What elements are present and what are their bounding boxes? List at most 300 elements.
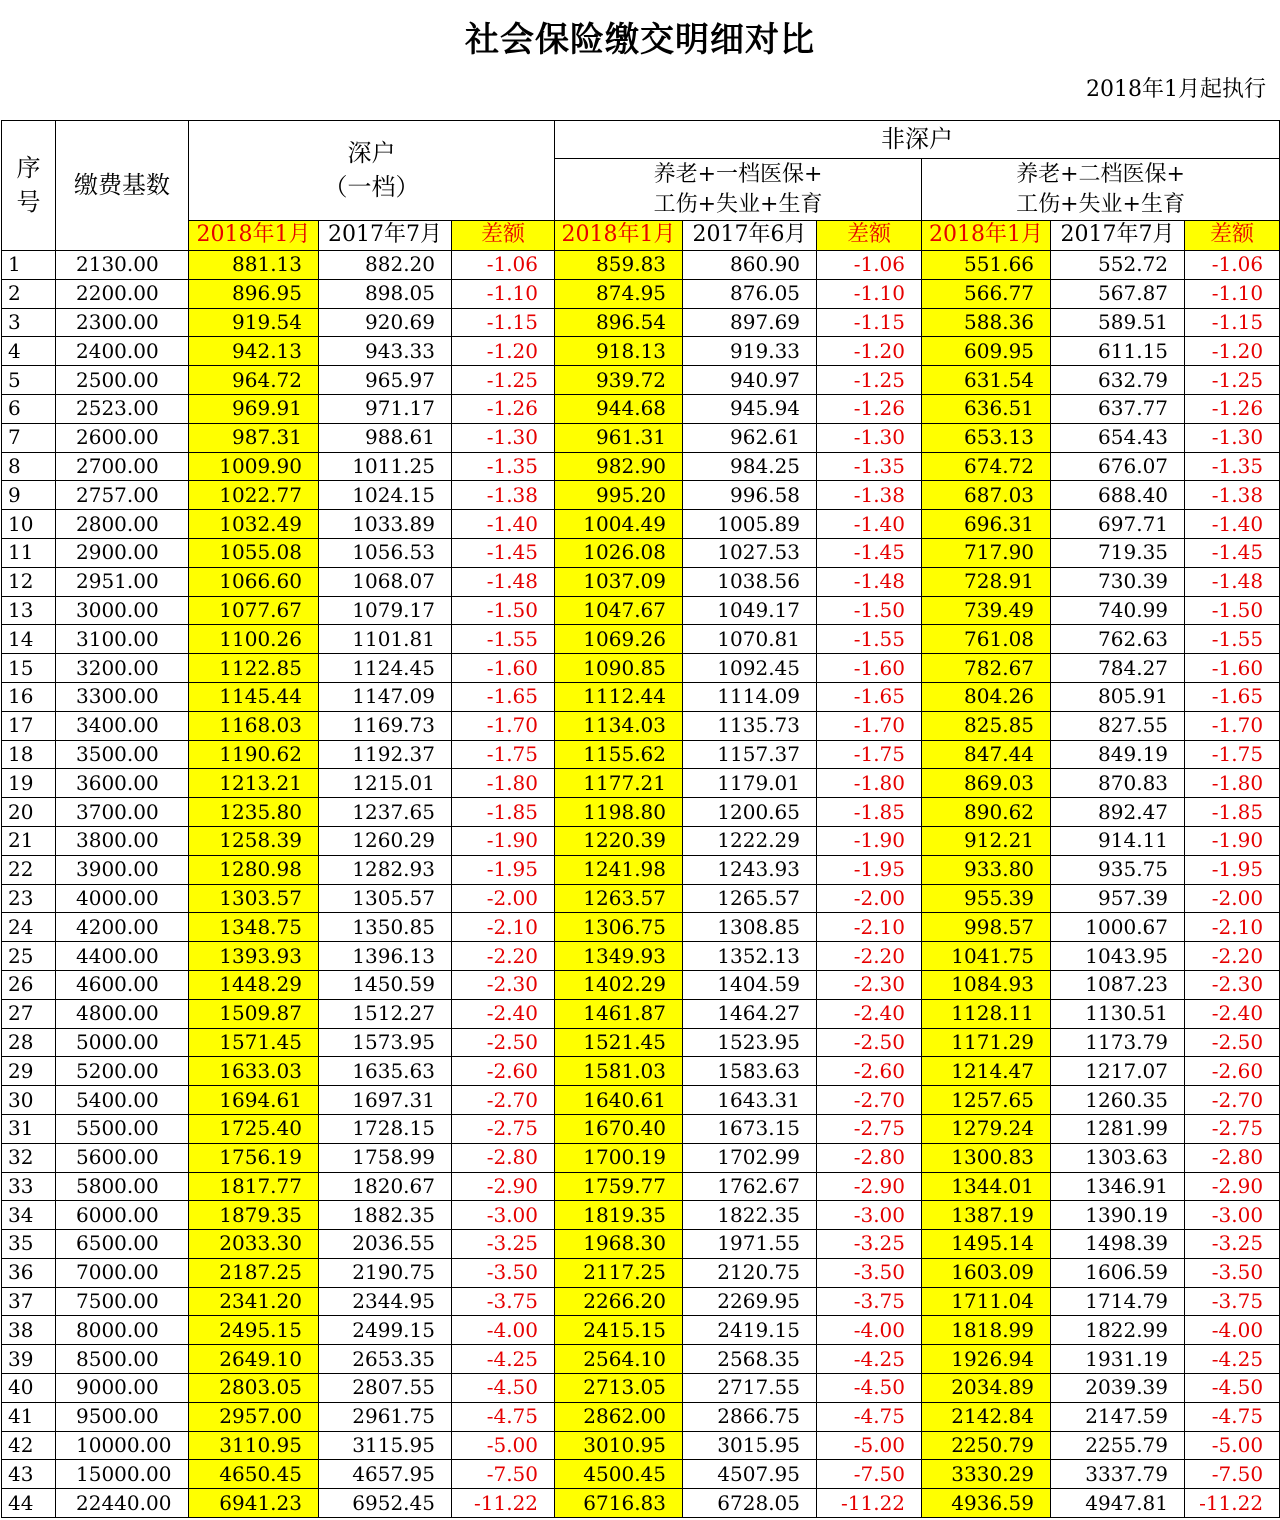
cell-base: 6500.00 (56, 1230, 189, 1259)
cell-ns1-diff: -2.10 (817, 913, 922, 942)
cell-seq: 39 (2, 1345, 56, 1374)
cell-ns1-2018-jan: 1968.30 (555, 1230, 683, 1259)
cell-ns2-2018-jan: 1818.99 (922, 1316, 1051, 1345)
cell-sz-diff: -2.90 (452, 1172, 555, 1201)
cell-seq: 25 (2, 942, 56, 971)
sub-header-diff: 差额 (452, 221, 555, 251)
cell-ns1-2017-jun: 897.69 (683, 308, 817, 337)
cell-seq: 7 (2, 423, 56, 452)
cell-sz-2018-jan: 1348.75 (189, 913, 319, 942)
cell-ns2-diff: -2.10 (1185, 913, 1280, 942)
cell-ns2-diff: -1.65 (1185, 682, 1280, 711)
cell-sz-2017-jul: 1573.95 (319, 1028, 452, 1057)
cell-sz-diff: -2.10 (452, 913, 555, 942)
cell-sz-2018-jan: 1817.77 (189, 1172, 319, 1201)
cell-seq: 13 (2, 596, 56, 625)
cell-sz-2018-jan: 1145.44 (189, 682, 319, 711)
cell-ns2-2018-jan: 847.44 (922, 740, 1051, 769)
cell-ns2-2018-jan: 1084.93 (922, 970, 1051, 999)
cell-ns1-2017-jun: 876.05 (683, 279, 817, 308)
cell-sz-2017-jul: 1635.63 (319, 1057, 452, 1086)
cell-seq: 21 (2, 826, 56, 855)
cell-ns2-2017-jul: 1130.51 (1051, 999, 1185, 1028)
sub-header-2017-jul: 2017年7月 (1051, 221, 1185, 251)
cell-ns2-diff: -1.50 (1185, 596, 1280, 625)
cell-sz-diff: -4.50 (452, 1374, 555, 1403)
cell-ns2-diff: -7.50 (1185, 1460, 1280, 1489)
cell-ns1-2017-jun: 1352.13 (683, 942, 817, 971)
cell-sz-2018-jan: 1022.77 (189, 481, 319, 510)
cell-ns1-diff: -4.75 (817, 1402, 922, 1431)
cell-sz-diff: -1.45 (452, 538, 555, 567)
cell-sz-2017-jul: 1512.27 (319, 999, 452, 1028)
cell-sz-2018-jan: 1509.87 (189, 999, 319, 1028)
cell-ns2-diff: -1.48 (1185, 567, 1280, 596)
cell-ns1-2018-jan: 1759.77 (555, 1172, 683, 1201)
cell-base: 5200.00 (56, 1057, 189, 1086)
table-row (2, 682, 1280, 711)
cell-ns1-2017-jun: 1005.89 (683, 510, 817, 539)
cell-sz-diff: -7.50 (452, 1460, 555, 1489)
cell-base: 4200.00 (56, 913, 189, 942)
cell-ns1-2018-jan: 1640.61 (555, 1086, 683, 1115)
table-row (2, 1086, 1280, 1115)
table-row (2, 913, 1280, 942)
table-row (2, 999, 1280, 1028)
cell-base: 10000.00 (56, 1431, 189, 1460)
cell-base: 3600.00 (56, 769, 189, 798)
table-row (2, 251, 1280, 280)
cell-ns2-2018-jan: 1128.11 (922, 999, 1051, 1028)
cell-sz-2017-jul: 1237.65 (319, 798, 452, 827)
cell-seq: 18 (2, 740, 56, 769)
cell-ns2-2017-jul: 589.51 (1051, 308, 1185, 337)
cell-ns1-diff: -1.90 (817, 826, 922, 855)
table-row (2, 740, 1280, 769)
cell-base: 3900.00 (56, 855, 189, 884)
cell-ns2-diff: -1.06 (1185, 251, 1280, 280)
cell-ns1-2018-jan: 859.83 (555, 251, 683, 280)
header-seq: 序 号 (2, 121, 56, 251)
cell-ns1-diff: -1.95 (817, 855, 922, 884)
cell-ns2-2018-jan: 609.95 (922, 337, 1051, 366)
cell-sz-2017-jul: 1820.67 (319, 1172, 452, 1201)
cell-sz-2018-jan: 964.72 (189, 366, 319, 395)
cell-ns1-2018-jan: 3010.95 (555, 1431, 683, 1460)
cell-sz-diff: -1.30 (452, 423, 555, 452)
cell-sz-2018-jan: 1756.19 (189, 1143, 319, 1172)
table-row (2, 1172, 1280, 1201)
cell-ns1-diff: -1.38 (817, 481, 922, 510)
cell-sz-2017-jul: 1450.59 (319, 970, 452, 999)
cell-ns1-2017-jun: 2717.55 (683, 1374, 817, 1403)
cell-seq: 42 (2, 1431, 56, 1460)
table-row (2, 1402, 1280, 1431)
cell-sz-2018-jan: 1303.57 (189, 884, 319, 913)
cell-ns1-2018-jan: 982.90 (555, 452, 683, 481)
cell-ns2-2017-jul: 892.47 (1051, 798, 1185, 827)
cell-ns1-diff: -1.60 (817, 654, 922, 683)
table-body (2, 251, 1280, 1518)
cell-ns1-2017-jun: 1583.63 (683, 1057, 817, 1086)
cell-ns1-2017-jun: 2866.75 (683, 1402, 817, 1431)
cell-ns1-diff: -2.60 (817, 1057, 922, 1086)
cell-ns2-2018-jan: 2142.84 (922, 1402, 1051, 1431)
table-row (2, 625, 1280, 654)
cell-sz-2017-jul: 2499.15 (319, 1316, 452, 1345)
cell-ns2-2017-jul: 1000.67 (1051, 913, 1185, 942)
cell-sz-2018-jan: 896.95 (189, 279, 319, 308)
cell-base: 4000.00 (56, 884, 189, 913)
cell-sz-2017-jul: 1282.93 (319, 855, 452, 884)
cell-seq: 43 (2, 1460, 56, 1489)
table-row (2, 1028, 1280, 1057)
cell-sz-2018-jan: 2033.30 (189, 1230, 319, 1259)
cell-ns1-2017-jun: 1243.93 (683, 855, 817, 884)
table-row (2, 423, 1280, 452)
cell-base: 15000.00 (56, 1460, 189, 1489)
cell-ns2-diff: -1.40 (1185, 510, 1280, 539)
cell-seq: 8 (2, 452, 56, 481)
header-non-resident: 非深户 (555, 121, 1280, 159)
cell-seq: 6 (2, 394, 56, 423)
cell-ns1-2018-jan: 1241.98 (555, 855, 683, 884)
cell-ns1-diff: -3.50 (817, 1258, 922, 1287)
cell-ns2-2017-jul: 870.83 (1051, 769, 1185, 798)
table-row (2, 1316, 1280, 1345)
cell-sz-diff: -1.25 (452, 366, 555, 395)
cell-ns1-2018-jan: 874.95 (555, 279, 683, 308)
cell-base: 9500.00 (56, 1402, 189, 1431)
cell-ns2-diff: -1.85 (1185, 798, 1280, 827)
cell-sz-2018-jan: 1258.39 (189, 826, 319, 855)
cell-ns2-diff: -1.70 (1185, 711, 1280, 740)
cell-sz-2018-jan: 1633.03 (189, 1057, 319, 1086)
cell-ns2-2018-jan: 2250.79 (922, 1431, 1051, 1460)
cell-ns2-diff: -1.90 (1185, 826, 1280, 855)
cell-ns1-2018-jan: 6716.83 (555, 1489, 683, 1518)
cell-ns2-diff: -2.20 (1185, 942, 1280, 971)
cell-ns2-2017-jul: 1931.19 (1051, 1345, 1185, 1374)
cell-base: 4600.00 (56, 970, 189, 999)
cell-base: 2200.00 (56, 279, 189, 308)
cell-sz-2018-jan: 1168.03 (189, 711, 319, 740)
cell-sz-2017-jul: 920.69 (319, 308, 452, 337)
cell-ns1-2017-jun: 1265.57 (683, 884, 817, 913)
cell-ns2-2017-jul: 719.35 (1051, 538, 1185, 567)
cell-ns1-2018-jan: 1670.40 (555, 1114, 683, 1143)
effective-date: 2018年1月起执行 (1086, 77, 1266, 102)
cell-base: 6000.00 (56, 1201, 189, 1230)
cell-ns1-2017-jun: 996.58 (683, 481, 817, 510)
cell-ns2-2017-jul: 1217.07 (1051, 1057, 1185, 1086)
sub-header-2018-jan: 2018年1月 (922, 221, 1051, 251)
table-row (2, 711, 1280, 740)
cell-ns2-2017-jul: 762.63 (1051, 625, 1185, 654)
cell-sz-2017-jul: 3115.95 (319, 1431, 452, 1460)
cell-ns1-2017-jun: 1523.95 (683, 1028, 817, 1057)
cell-ns2-2018-jan: 1926.94 (922, 1345, 1051, 1374)
cell-ns2-2018-jan: 1300.83 (922, 1143, 1051, 1172)
cell-ns2-diff: -4.25 (1185, 1345, 1280, 1374)
cell-ns1-diff: -1.10 (817, 279, 922, 308)
cell-sz-diff: -2.60 (452, 1057, 555, 1086)
cell-ns2-diff: -1.20 (1185, 337, 1280, 366)
table-row (2, 596, 1280, 625)
cell-ns1-diff: -4.50 (817, 1374, 922, 1403)
table-row (2, 1143, 1280, 1172)
cell-ns2-2017-jul: 1043.95 (1051, 942, 1185, 971)
cell-ns1-2018-jan: 2266.20 (555, 1287, 683, 1316)
cell-ns1-2017-jun: 2568.35 (683, 1345, 817, 1374)
cell-ns2-2018-jan: 869.03 (922, 769, 1051, 798)
cell-sz-2018-jan: 1280.98 (189, 855, 319, 884)
cell-ns1-2018-jan: 1177.21 (555, 769, 683, 798)
cell-seq: 11 (2, 538, 56, 567)
cell-ns1-2018-jan: 1026.08 (555, 538, 683, 567)
cell-ns1-diff: -2.20 (817, 942, 922, 971)
cell-ns1-2018-jan: 2415.15 (555, 1316, 683, 1345)
cell-seq: 10 (2, 510, 56, 539)
cell-ns2-diff: -1.60 (1185, 654, 1280, 683)
header-shenzhen-resident: 深户 （一档） (189, 121, 555, 221)
cell-ns1-diff: -4.00 (817, 1316, 922, 1345)
table-row (2, 1489, 1280, 1518)
cell-ns2-diff: -3.25 (1185, 1230, 1280, 1259)
cell-ns1-2018-jan: 1112.44 (555, 682, 683, 711)
cell-sz-2017-jul: 1056.53 (319, 538, 452, 567)
cell-ns1-diff: -5.00 (817, 1431, 922, 1460)
header-non-resident-tier1: 养老+一档医保+ 工伤+失业+生育 (555, 159, 922, 221)
cell-seq: 12 (2, 567, 56, 596)
cell-ns2-2017-jul: 1822.99 (1051, 1316, 1185, 1345)
cell-sz-2017-jul: 1101.81 (319, 625, 452, 654)
cell-base: 2400.00 (56, 337, 189, 366)
cell-ns1-2018-jan: 1220.39 (555, 826, 683, 855)
cell-ns1-2017-jun: 1049.17 (683, 596, 817, 625)
cell-base: 3200.00 (56, 654, 189, 683)
cell-seq: 28 (2, 1028, 56, 1057)
cell-sz-2017-jul: 2807.55 (319, 1374, 452, 1403)
cell-sz-diff: -11.22 (452, 1489, 555, 1518)
cell-seq: 31 (2, 1114, 56, 1143)
cell-sz-2017-jul: 2036.55 (319, 1230, 452, 1259)
table-row (2, 1258, 1280, 1287)
cell-sz-diff: -1.48 (452, 567, 555, 596)
cell-base: 5400.00 (56, 1086, 189, 1115)
cell-sz-2017-jul: 1147.09 (319, 682, 452, 711)
cell-sz-diff: -1.80 (452, 769, 555, 798)
cell-ns1-diff: -2.70 (817, 1086, 922, 1115)
cell-ns1-diff: -3.00 (817, 1201, 922, 1230)
cell-base: 2300.00 (56, 308, 189, 337)
cell-ns2-diff: -4.75 (1185, 1402, 1280, 1431)
cell-ns2-diff: -1.25 (1185, 366, 1280, 395)
cell-ns1-2018-jan: 918.13 (555, 337, 683, 366)
cell-ns2-2018-jan: 636.51 (922, 394, 1051, 423)
cell-ns1-2018-jan: 1198.80 (555, 798, 683, 827)
cell-ns2-diff: -1.38 (1185, 481, 1280, 510)
cell-ns1-2018-jan: 2713.05 (555, 1374, 683, 1403)
cell-base: 8500.00 (56, 1345, 189, 1374)
cell-ns1-2017-jun: 919.33 (683, 337, 817, 366)
cell-base: 3700.00 (56, 798, 189, 827)
cell-sz-diff: -3.25 (452, 1230, 555, 1259)
cell-sz-2018-jan: 969.91 (189, 394, 319, 423)
cell-ns2-2017-jul: 730.39 (1051, 567, 1185, 596)
cell-ns1-2017-jun: 1464.27 (683, 999, 817, 1028)
cell-ns1-2018-jan: 961.31 (555, 423, 683, 452)
table-row (2, 884, 1280, 913)
cell-sz-diff: -1.55 (452, 625, 555, 654)
cell-ns2-2017-jul: 914.11 (1051, 826, 1185, 855)
cell-ns2-2017-jul: 567.87 (1051, 279, 1185, 308)
cell-sz-2017-jul: 1011.25 (319, 452, 452, 481)
cell-ns2-diff: -1.10 (1185, 279, 1280, 308)
cell-ns1-2017-jun: 945.94 (683, 394, 817, 423)
cell-base: 2900.00 (56, 538, 189, 567)
table-row (2, 308, 1280, 337)
cell-ns1-diff: -1.30 (817, 423, 922, 452)
cell-ns2-2018-jan: 933.80 (922, 855, 1051, 884)
cell-ns2-2017-jul: 740.99 (1051, 596, 1185, 625)
cell-ns1-2018-jan: 1090.85 (555, 654, 683, 683)
cell-ns1-2017-jun: 962.61 (683, 423, 817, 452)
cell-ns2-2018-jan: 1387.19 (922, 1201, 1051, 1230)
cell-seq: 22 (2, 855, 56, 884)
cell-ns1-diff: -1.25 (817, 366, 922, 395)
cell-seq: 44 (2, 1489, 56, 1518)
cell-seq: 16 (2, 682, 56, 711)
cell-ns1-2018-jan: 1134.03 (555, 711, 683, 740)
sub-header-diff: 差额 (1185, 221, 1280, 251)
cell-sz-2018-jan: 1725.40 (189, 1114, 319, 1143)
cell-sz-2017-jul: 1728.15 (319, 1114, 452, 1143)
cell-ns2-diff: -2.70 (1185, 1086, 1280, 1115)
cell-ns1-2017-jun: 1092.45 (683, 654, 817, 683)
cell-seq: 26 (2, 970, 56, 999)
cell-ns2-2017-jul: 4947.81 (1051, 1489, 1185, 1518)
cell-seq: 15 (2, 654, 56, 683)
cell-base: 9000.00 (56, 1374, 189, 1403)
cell-sz-2018-jan: 1879.35 (189, 1201, 319, 1230)
table-row (2, 1460, 1280, 1489)
cell-ns2-2017-jul: 688.40 (1051, 481, 1185, 510)
cell-sz-2018-jan: 1213.21 (189, 769, 319, 798)
cell-sz-diff: -1.60 (452, 654, 555, 683)
cell-ns2-diff: -5.00 (1185, 1431, 1280, 1460)
cell-sz-2017-jul: 1192.37 (319, 740, 452, 769)
contribution-table (1, 120, 1280, 1518)
cell-sz-2017-jul: 898.05 (319, 279, 452, 308)
cell-ns1-2017-jun: 1971.55 (683, 1230, 817, 1259)
cell-sz-2018-jan: 942.13 (189, 337, 319, 366)
cell-ns2-2018-jan: 696.31 (922, 510, 1051, 539)
cell-sz-2018-jan: 1571.45 (189, 1028, 319, 1057)
cell-sz-diff: -1.70 (452, 711, 555, 740)
cell-sz-2018-jan: 1066.60 (189, 567, 319, 596)
cell-ns1-diff: -1.85 (817, 798, 922, 827)
table-row (2, 654, 1280, 683)
cell-ns2-2018-jan: 653.13 (922, 423, 1051, 452)
cell-sz-diff: -1.38 (452, 481, 555, 510)
cell-ns1-diff: -3.75 (817, 1287, 922, 1316)
cell-ns2-2017-jul: 1173.79 (1051, 1028, 1185, 1057)
cell-sz-2018-jan: 2495.15 (189, 1316, 319, 1345)
cell-ns2-diff: -4.00 (1185, 1316, 1280, 1345)
cell-sz-diff: -2.40 (452, 999, 555, 1028)
cell-sz-diff: -1.10 (452, 279, 555, 308)
cell-base: 7500.00 (56, 1287, 189, 1316)
cell-ns2-2018-jan: 588.36 (922, 308, 1051, 337)
cell-sz-2017-jul: 2653.35 (319, 1345, 452, 1374)
cell-sz-2018-jan: 6941.23 (189, 1489, 319, 1518)
cell-seq: 34 (2, 1201, 56, 1230)
cell-sz-2018-jan: 2803.05 (189, 1374, 319, 1403)
cell-sz-diff: -1.06 (452, 251, 555, 280)
cell-sz-diff: -4.25 (452, 1345, 555, 1374)
cell-sz-2018-jan: 1694.61 (189, 1086, 319, 1115)
cell-sz-2017-jul: 1396.13 (319, 942, 452, 971)
cell-base: 8000.00 (56, 1316, 189, 1345)
cell-ns2-diff: -2.90 (1185, 1172, 1280, 1201)
cell-ns1-2017-jun: 1222.29 (683, 826, 817, 855)
cell-ns2-2018-jan: 955.39 (922, 884, 1051, 913)
cell-base: 22440.00 (56, 1489, 189, 1518)
cell-ns2-2017-jul: 1714.79 (1051, 1287, 1185, 1316)
cell-sz-2017-jul: 1758.99 (319, 1143, 452, 1172)
table-row (2, 798, 1280, 827)
cell-base: 5600.00 (56, 1143, 189, 1172)
cell-ns2-2017-jul: 637.77 (1051, 394, 1185, 423)
cell-ns1-2017-jun: 1157.37 (683, 740, 817, 769)
cell-sz-2018-jan: 1235.80 (189, 798, 319, 827)
sub-header-2017-jul: 2017年7月 (319, 221, 452, 251)
cell-ns1-diff: -4.25 (817, 1345, 922, 1374)
table-row (2, 1114, 1280, 1143)
cell-ns1-2018-jan: 1004.49 (555, 510, 683, 539)
cell-ns1-2018-jan: 1581.03 (555, 1057, 683, 1086)
cell-sz-2018-jan: 2649.10 (189, 1345, 319, 1374)
table-row (2, 1230, 1280, 1259)
cell-ns1-diff: -1.20 (817, 337, 922, 366)
cell-ns2-diff: -2.80 (1185, 1143, 1280, 1172)
cell-sz-diff: -1.26 (452, 394, 555, 423)
cell-seq: 41 (2, 1402, 56, 1431)
cell-ns2-diff: -1.75 (1185, 740, 1280, 769)
cell-ns2-2017-jul: 1281.99 (1051, 1114, 1185, 1143)
cell-sz-2017-jul: 4657.95 (319, 1460, 452, 1489)
cell-sz-2018-jan: 2957.00 (189, 1402, 319, 1431)
cell-ns2-diff: -11.22 (1185, 1489, 1280, 1518)
cell-ns1-2017-jun: 2419.15 (683, 1316, 817, 1345)
cell-ns1-2017-jun: 940.97 (683, 366, 817, 395)
cell-ns2-2018-jan: 912.21 (922, 826, 1051, 855)
cell-ns1-2018-jan: 944.68 (555, 394, 683, 423)
cell-sz-2017-jul: 6952.45 (319, 1489, 452, 1518)
table-row (2, 1374, 1280, 1403)
cell-base: 2700.00 (56, 452, 189, 481)
cell-sz-2018-jan: 1032.49 (189, 510, 319, 539)
cell-sz-2018-jan: 1448.29 (189, 970, 319, 999)
table-row (2, 481, 1280, 510)
table-row (2, 452, 1280, 481)
cell-seq: 23 (2, 884, 56, 913)
cell-ns1-2017-jun: 1070.81 (683, 625, 817, 654)
cell-seq: 35 (2, 1230, 56, 1259)
cell-ns2-2017-jul: 654.43 (1051, 423, 1185, 452)
cell-base: 4800.00 (56, 999, 189, 1028)
